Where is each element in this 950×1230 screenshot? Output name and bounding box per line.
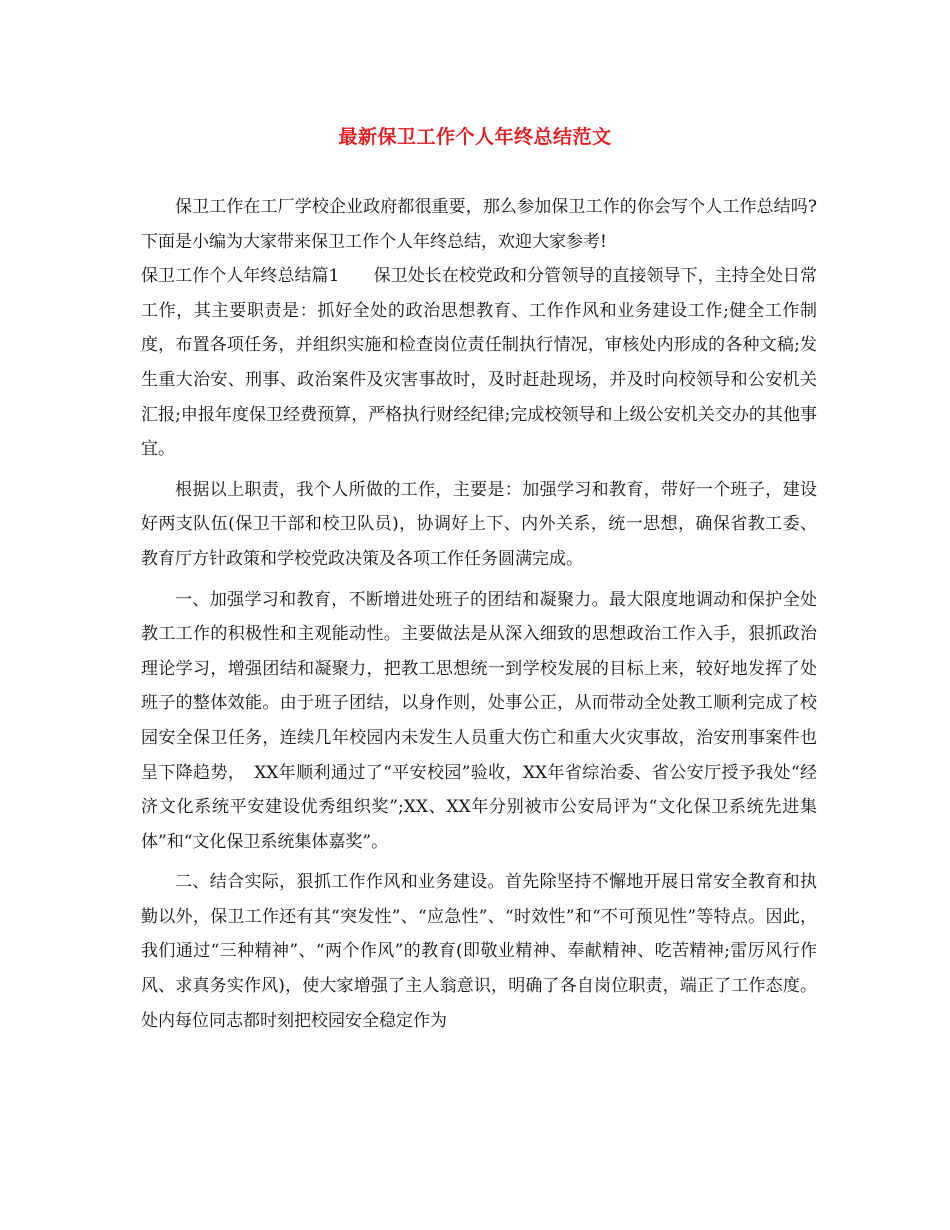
paragraph-intro: 保卫工作在工厂学校企业政府都很重要，那么参加保卫工作的你会写个人工作总结吗?下面是小编为大家带来保卫工作个人年终总结，欢迎大家参考!: [141, 197, 817, 252]
document-body: [141, 190, 817, 1038]
paragraph-duties: 根据以上职责，我个人所做的工作，主要是：加强学习和教育，带好一个班子，建设好两支队伍(保卫干部和校卫队员)，协调好上下、内外关系，统一思想，确保省教工委、教育厅方针政策和学校党政决策及各项工作任务圆满完成。: [141, 479, 817, 569]
paragraph-section-1: 保卫工作个人年终总结篇1 保卫处长在校党政和分管领导的直接领导下，主持全处日常工作，其主要职责是：抓好全处的政治思想教育、工作作风和业务建设工作;健全工作制度，布置各项任务，并组织实施和检查岗位责任制执行情况，审核处内形成的各种文稿;发生重大治安、刑事、政治案件及灾害事故时，及时赶赴现场，并及时向校领导和公安机关汇报;申报年度保卫经费预算，严格执行财经纪律;完成校领导和上级公安机关交办的其他事宜。: [141, 266, 817, 460]
paragraph-point-1: 一、加强学习和教育，不断增进处班子的团结和凝聚力。最大限度地调动和保护全处教工工作的积极性和主观能动性。主要做法是从深入细致的思想政治工作入手，狠抓政治理论学习，增强团结和凝聚力，把教工思想统一到学校发展的目标上来，较好地发挥了处班子的整体效能。由于班子团结，以身作则，处事公正，从而带动全处教工顺利完成了校园安全保卫任务，连续几年校园内未发生人员重大伤亡和重大火灾事故，治安刑事案件也呈下降趋势， XX年顺利通过了“平安校园”验收，XX年省综治委、省公安厅授予我处“经济文化系统平安建设优秀组织奖”;XX、XX年分别被市公安局评为“文化保卫系统先进集体”和“文化保卫系统集体嘉奖”。: [141, 589, 817, 852]
paragraph-point-2: 二、结合实际，狠抓工作作风和业务建设。首先除坚持不懈地开展日常安全教育和执勤以外，保卫工作还有其“突发性”、“应急性”、“时效性”和“不可预见性”等特点。因此，我们通过“三种精神”、“两个作风”的教育(即敬业精神、奉献精神、吃苦精神;雷厉风行作风、求真务实作风)，使大家增强了主人翁意识，明确了各自岗位职责，端正了工作态度。处内每位同志都时刻把校园安全稳定作为: [141, 872, 817, 1031]
document-title: 最新保卫工作个人年终总结范文: [338, 126, 612, 148]
